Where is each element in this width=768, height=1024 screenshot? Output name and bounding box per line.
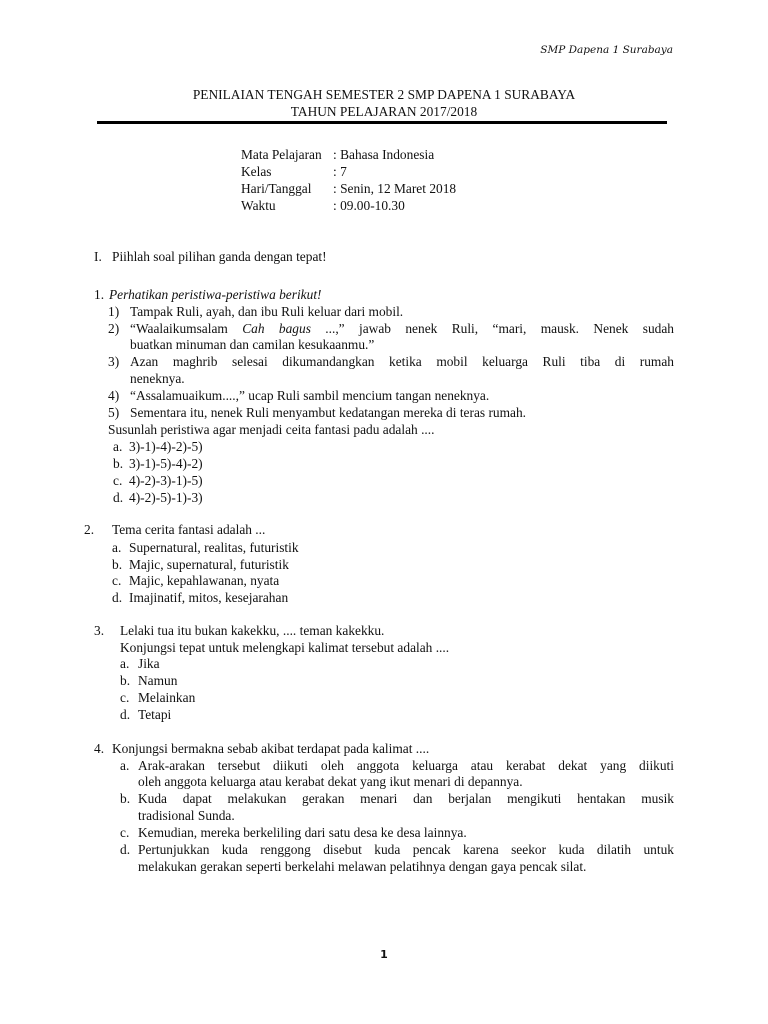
question-number: 2. <box>84 522 95 537</box>
info-row <box>241 197 405 214</box>
event-text-italic: Cah bagus <box>242 321 311 336</box>
info-label: Hari/Tanggal <box>241 181 312 196</box>
option-letter: a. <box>113 439 123 454</box>
event-number: 4) <box>108 388 120 403</box>
option-text: Majic, kepahlawanan, nyata <box>129 573 280 588</box>
option-letter: d. <box>120 707 131 722</box>
option-text: Melainkan <box>138 690 196 705</box>
option-text: melakukan gerakan seperti berkelahi melawan pelatihnya dengan gaya pencak silat. <box>138 859 587 874</box>
page-number: 1 <box>380 948 388 961</box>
question-stem: Susunlah peristiwa agar menjadi ceita fantasi padu adalah .... <box>108 422 435 437</box>
option-text: oleh anggota keluarga atau kerabat dekat yang ikut menari di depannya. <box>138 774 523 789</box>
info-value: : 09.00-10.30 <box>333 198 405 213</box>
option-text: Kemudian, mereka berkeliling dari satu desa ke desa lainnya. <box>138 825 467 840</box>
exam-title: PENILAIAN TENGAH SEMESTER 2 SMP DAPENA 1 SURABAYA <box>192 87 576 102</box>
info-value: : Senin, 12 Maret 2018 <box>333 181 457 196</box>
question-number: 1. <box>94 287 105 302</box>
option-text: Majic, supernatural, futuristik <box>129 557 289 572</box>
option-text: Imajinatif, mitos, kesejarahan <box>129 590 289 605</box>
question-stem: Konjungsi tepat untuk melengkapi kalimat tersebut adalah .... <box>120 640 450 655</box>
option-text: Namun <box>138 673 178 688</box>
option-text: tradisional Sunda. <box>138 808 235 823</box>
question-prompt: Perhatikan peristiwa-peristiwa berikut! <box>109 287 322 302</box>
event-text: Azan maghrib selesai dikumandangkan ketika mobil keluarga Ruli tiba di rumah <box>130 354 674 369</box>
option-text: Tetapi <box>138 707 172 722</box>
question-prompt: Lelaki tua itu bukan kakekku, .... teman kakekku. <box>120 623 385 638</box>
question-prompt: Konjungsi bermakna sebab akibat terdapat pada kalimat .... <box>112 741 430 756</box>
option-letter: c. <box>112 573 122 588</box>
option-text: Jika <box>138 656 160 671</box>
question-number: 4. <box>94 741 105 756</box>
event-number: 5) <box>108 405 120 420</box>
option-letter: d. <box>112 590 123 605</box>
running-head: SMP Dapena 1 Surabaya <box>540 44 673 56</box>
event-text: Tampak Ruli, ayah, dan ibu Ruli keluar dari mobil. <box>130 304 404 319</box>
event-text: Sementara itu, nenek Ruli menyambut kedatangan mereka di teras rumah. <box>130 405 527 420</box>
option-text: Kuda dapat melakukan gerakan menari dan berjalan mengikuti hentakan musik <box>138 791 674 806</box>
option-text: 3)-1)-5)-4)-2) <box>129 456 203 471</box>
title-divider <box>97 121 667 124</box>
info-row <box>241 146 434 163</box>
option-text: 3)-1)-4)-2)-5) <box>129 439 203 454</box>
option-letter: b. <box>113 456 124 471</box>
option-letter: a. <box>112 540 122 555</box>
question-number: 3. <box>94 623 105 638</box>
event-number: 3) <box>108 354 120 369</box>
option-letter: b. <box>120 673 131 688</box>
option-letter: c. <box>113 473 123 488</box>
section-instruction: Piihlah soal pilihan ganda dengan tepat! <box>112 249 327 264</box>
info-label: Waktu <box>241 198 276 213</box>
option-letter: a. <box>120 656 130 671</box>
info-label: Mata Pelajaran <box>241 147 322 162</box>
option-letter: d. <box>113 490 124 505</box>
option-text: Arak-arakan tersebut diikuti oleh anggota keluarga atau kerabat dekat yang diikuti <box>138 758 674 773</box>
info-row <box>241 180 456 197</box>
option-letter: a. <box>120 758 130 773</box>
event-text-part: “Waalaikumsalam <box>130 321 243 336</box>
option-text: Pertunjukkan kuda renggong disebut kuda pencak karena seekor kuda dilatih untuk <box>138 842 674 857</box>
option-letter: c. <box>120 825 130 840</box>
exam-subtitle: TAHUN PELAJARAN 2017/2018 <box>290 104 478 119</box>
event-number: 2) <box>108 321 120 336</box>
event-text <box>130 320 674 337</box>
option-letter: c. <box>120 690 130 705</box>
info-row <box>241 163 347 180</box>
option-text: Supernatural, realitas, futuristik <box>129 540 299 555</box>
question-prompt: Tema cerita fantasi adalah ... <box>112 522 266 537</box>
option-text: 4)-2)-5)-1)-3) <box>129 490 203 505</box>
option-letter: b. <box>112 557 123 572</box>
option-letter: d. <box>120 842 131 857</box>
event-text: buatkan minuman dan camilan kesukaanmu.” <box>130 337 375 352</box>
info-value: : Bahasa Indonesia <box>333 147 435 162</box>
event-text: neneknya. <box>130 371 185 386</box>
info-label: Kelas <box>241 164 272 179</box>
option-text: 4)-2)-3)-1)-5) <box>129 473 203 488</box>
info-value: : 7 <box>333 164 347 179</box>
event-text-part: ...,” jawab nenek Ruli, “mari, mausk. Nenek sudah <box>310 321 674 336</box>
event-text: “Assalamuaikum....,” ucap Ruli sambil mencium tangan neneknya. <box>130 388 490 403</box>
event-number: 1) <box>108 304 120 319</box>
section-number: I. <box>94 249 102 264</box>
option-letter: b. <box>120 791 131 806</box>
